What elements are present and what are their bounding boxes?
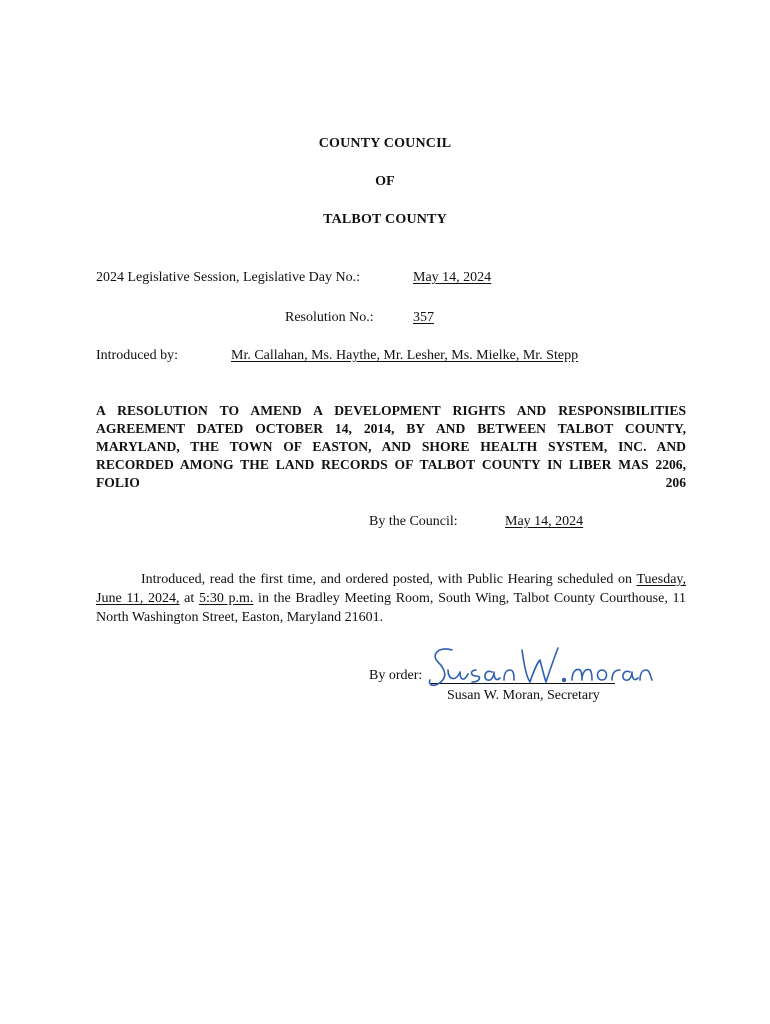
signer-name: Susan W. Moran, Secretary: [447, 688, 600, 703]
council-heading: COUNTY COUNCIL: [318, 136, 452, 151]
by-council-date: May 14, 2024: [505, 514, 584, 529]
hearing-time: 5:30 p.m.: [198, 591, 254, 606]
introduced-by-label: Introduced by:: [96, 348, 179, 363]
resolution-number: 357: [413, 310, 434, 325]
intro-text-1: Introduced, read the first time, and ordered posted, with Public Hearing scheduled on: [141, 572, 637, 587]
intro-text-3: in the Bradley Meeting Room, South Wing, Talbot County Courthouse, 11 North Washington Street, Easton, Maryland 21601.: [96, 591, 686, 625]
sponsors: Mr. Callahan, Ms. Haythe, Mr. Lesher, Ms. Mielke, Mr. Stepp: [231, 348, 579, 363]
by-order-label: By order:: [369, 668, 423, 683]
intro-text-2: at: [179, 591, 199, 606]
session-date: May 14, 2024: [413, 270, 492, 285]
by-council-label: By the Council:: [369, 514, 458, 529]
heading-of: OF: [375, 174, 395, 189]
resolution-title: A RESOLUTION TO AMEND A DEVELOPMENT RIGHTS AND RESPONSIBILITIES AGREEMENT DATED OCTOBER 14, 2014, BY AND BETWEEN TALBOT COUNTY, MARYLAND, THE TOWN OF EASTON, AND SHORE HEALTH SYSTEM, INC. AND RECORDED AMONG THE LAND RECORDS OF TALBOT COUNTY IN LIBER MAS 2206, FOLIO 206: [96, 403, 686, 490]
session-label: 2024 Legislative Session, Legislative Day No.:: [96, 270, 361, 285]
introduction-paragraph: [96, 570, 686, 627]
county-heading: TALBOT COUNTY: [323, 212, 447, 227]
hearing-date: Tuesday, June 11, 2024,: [96, 572, 686, 606]
resolution-number-label: Resolution No.:: [285, 310, 374, 325]
